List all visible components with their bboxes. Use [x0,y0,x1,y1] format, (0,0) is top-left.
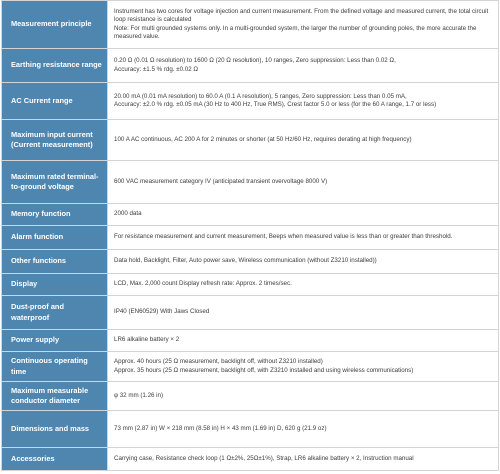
spec-value: LR6 alkaline battery × 2 [108,330,499,352]
spec-value: Carrying case, Resistance check loop (1 Ω±2%, 25Ω±1%), Strap, LR6 alkaline battery × 2, Instruction manual [108,448,499,471]
spec-value: Data hold, Backlight, Filter, Auto power save, Wireless communication (without Z3210 installed)) [108,250,499,274]
spec-row-memory-function [2,204,499,226]
spec-label: Display [2,274,108,296]
spec-label: Other functions [2,250,108,274]
spec-label: Memory function [2,204,108,226]
spec-value: LCD, Max. 2,000 count Display refresh rate: Approx. 2 times/sec. [108,274,499,296]
spec-row-maximum-input-current [2,120,499,161]
spec-row-continuous-operating-time [2,352,499,382]
spec-value: For resistance measurement and current measurement, Beeps when measured value is less than or greater than threshold. [108,226,499,250]
spec-row-maximum-rated-voltage [2,161,499,204]
spec-label: Maximum measurable conductor diameter [2,382,108,411]
spec-value: IP40 (EN60529) With Jaws Closed [108,296,499,330]
spec-row-other-functions [2,250,499,274]
spec-value: 600 VAC measurement category IV (anticipated transient overvoltage 8000 V) [108,161,499,204]
spec-row-dimensions-and-mass [2,411,499,448]
spec-row-measurement-principle [2,1,499,49]
spec-value: Approx. 40 hours (25 Ω measurement, backlight off, without Z3210 installed) Approx. 35 hours (25 Ω measurement, backlight off, with Z3210 installed and using wireless communications) [108,352,499,382]
spec-label: Continuous operating time [2,352,108,382]
spec-value: 2000 data [108,204,499,226]
spec-label: Earthing resistance range [2,49,108,83]
spec-value: 20.00 mA (0.01 mA resolution) to 60.0 A (0.1 A resolution), 5 ranges, Zero suppression: Less than 0.05 mA, Accuracy: ±2.0 % rdg. ±0.05 mA (30 Hz to 400 Hz, True RMS), Crest factor 5.0 or less (for the 60 A range, 1.7 or less) [108,83,499,120]
spec-label: Alarm function [2,226,108,250]
spec-value: Instrument has two cores for voltage injection and current measurement. From the defined voltage and measured current, the total circuit loop resistance is calculated Note: For multi grounded systems only. In a multi-grounded system, the larger the number of grounding poles, the more accurate the measured value. [108,1,499,49]
spec-label: Maximum rated terminal-to-ground voltage [2,161,108,204]
spec-label: AC Current range [2,83,108,120]
spec-row-alarm-function [2,226,499,250]
spec-row-dust-proof [2,296,499,330]
spec-row-ac-current-range [2,83,499,120]
spec-label: Dimensions and mass [2,411,108,448]
spec-label: Dust-proof and waterproof [2,296,108,330]
spec-label: Measurement principle [2,1,108,49]
spec-row-power-supply [2,330,499,352]
spec-row-earthing-resistance-range [2,49,499,83]
spec-row-display [2,274,499,296]
specifications-table [1,0,499,471]
spec-value: 0.20 Ω (0.01 Ω resolution) to 1600 Ω (20 Ω resolution), 10 ranges, Zero suppression: Less than 0.02 Ω, Accuracy: ±1.5 % rdg. ±0.02 Ω [108,49,499,83]
spec-value: φ 32 mm (1.26 in) [108,382,499,411]
spec-label: Power supply [2,330,108,352]
spec-row-max-conductor-diameter [2,382,499,411]
spec-value: 73 mm (2.87 in) W × 218 mm (8.58 in) H × 43 mm (1.69 in) D, 620 g (21.9 oz) [108,411,499,448]
spec-label: Maximum input current (Current measurement) [2,120,108,161]
spec-label: Accessories [2,448,108,471]
spec-row-accessories [2,448,499,471]
spec-value: 100 A AC continuous, AC 200 A for 2 minutes or shorter (at 50 Hz/60 Hz, requires derating at high frequency) [108,120,499,161]
